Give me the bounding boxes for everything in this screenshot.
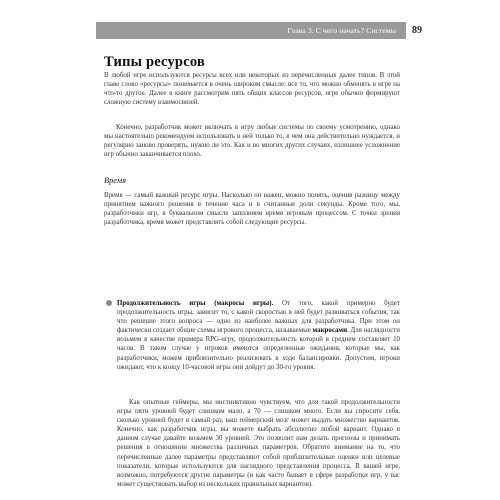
time-paragraph: Время — самый важный ресурс игры. Насколько он важен, можно понять, оценив разницу между принятием важного решения в течение часа и в считанные доли секунды. Кроме того, мы, разработчики игр, в буквальном смысле заполняем время игровым процессом. С точки зрения разработчика, время может представлять собой следующие ресурсы. [104,192,400,226]
bullet-term: Продолжительность игры (макросы игры). [117,300,274,307]
page-number: 89 [412,25,422,36]
chapter-title: Глава 3. С чего начать? Системы [287,26,396,35]
intro-paragraph-1: В любой игре используются ресурсы всех или некоторых из перечисленных далее типов. В этой главе слово «ресурсы» понимается в очень широком смысле: все то, что можно обменять в игре на что-то другое. Далее в книге рассмотрим пять общих классов ресурсов, игре обычно формируют сложную систему взаимосвязей. [104,72,400,106]
subsection-heading-time: Время [104,176,127,185]
section-title: Типы ресурсов [104,54,205,70]
intro-paragraph-2: Конечно, разработчик может включать в игру любые системы по своему усмотрению, однако мы настоятельно рекомендуем использовать в ней только то, в чем она действительно нуждается, и регулярно заново проверять, нужно ли это. Как и во многих других случаях, излишнее усложнение игр обычно заканчивается плохо. [104,124,400,158]
bullet-term-macros: макросами [312,327,348,335]
bullet-text-b: . Для наглядности возьмем в качестве примера RPG-игру, продолжительность которой в среднем составляет 10 часов. В таком случае у игроков имеются определенные ожидания, которые мы, как разработчики, можем приблизительно реализовать в ходе балансировки. Допустим, игроки ожидают, что к концу 10-часовой игры они дойдут до 30-го уровня. [117,327,400,371]
bullet-continuation: Как опытные геймеры, мы инстинктивно чувствуем, что для такой продолжительности игры пяти уровней будет слишком мало, а 70 — слишком много. Если вы спросите себя, сколько уровней будет в самый раз, ваш геймерский мозг может выдать множество вариантов. Конечно, как разработчик игры, вы можете выбрать абсолютно любой вариант. Однако в данном случае давайте возьмем 30 уровней. Это позволит нам делать прогнозы и принимать решения в отношении множества различных параметров. Обратите внимание на то, что перечисленные далее параметры представляют собой приблизительные оценки или целевые показатели, которые используются для наглядного представления процесса. В вашей игре, возможно, потребуются другие параметры (и как часто бывает в сфере разработки игр, у вас может существовать выбор из нескольких правильных вариантов). [117,399,400,488]
running-header [96,22,406,39]
bullet-text-a: От того, какой примерно будет продолжительность игры, зависит то, с какой скоростью в ней будет развиваться события, так что решение этого вопроса — одно из наиболее важных для разработчика. При этом он фактически создает общие схемы игрового процесса, называемые [117,300,400,335]
bullet-dot-icon [106,300,112,306]
bullet-text [117,299,400,372]
